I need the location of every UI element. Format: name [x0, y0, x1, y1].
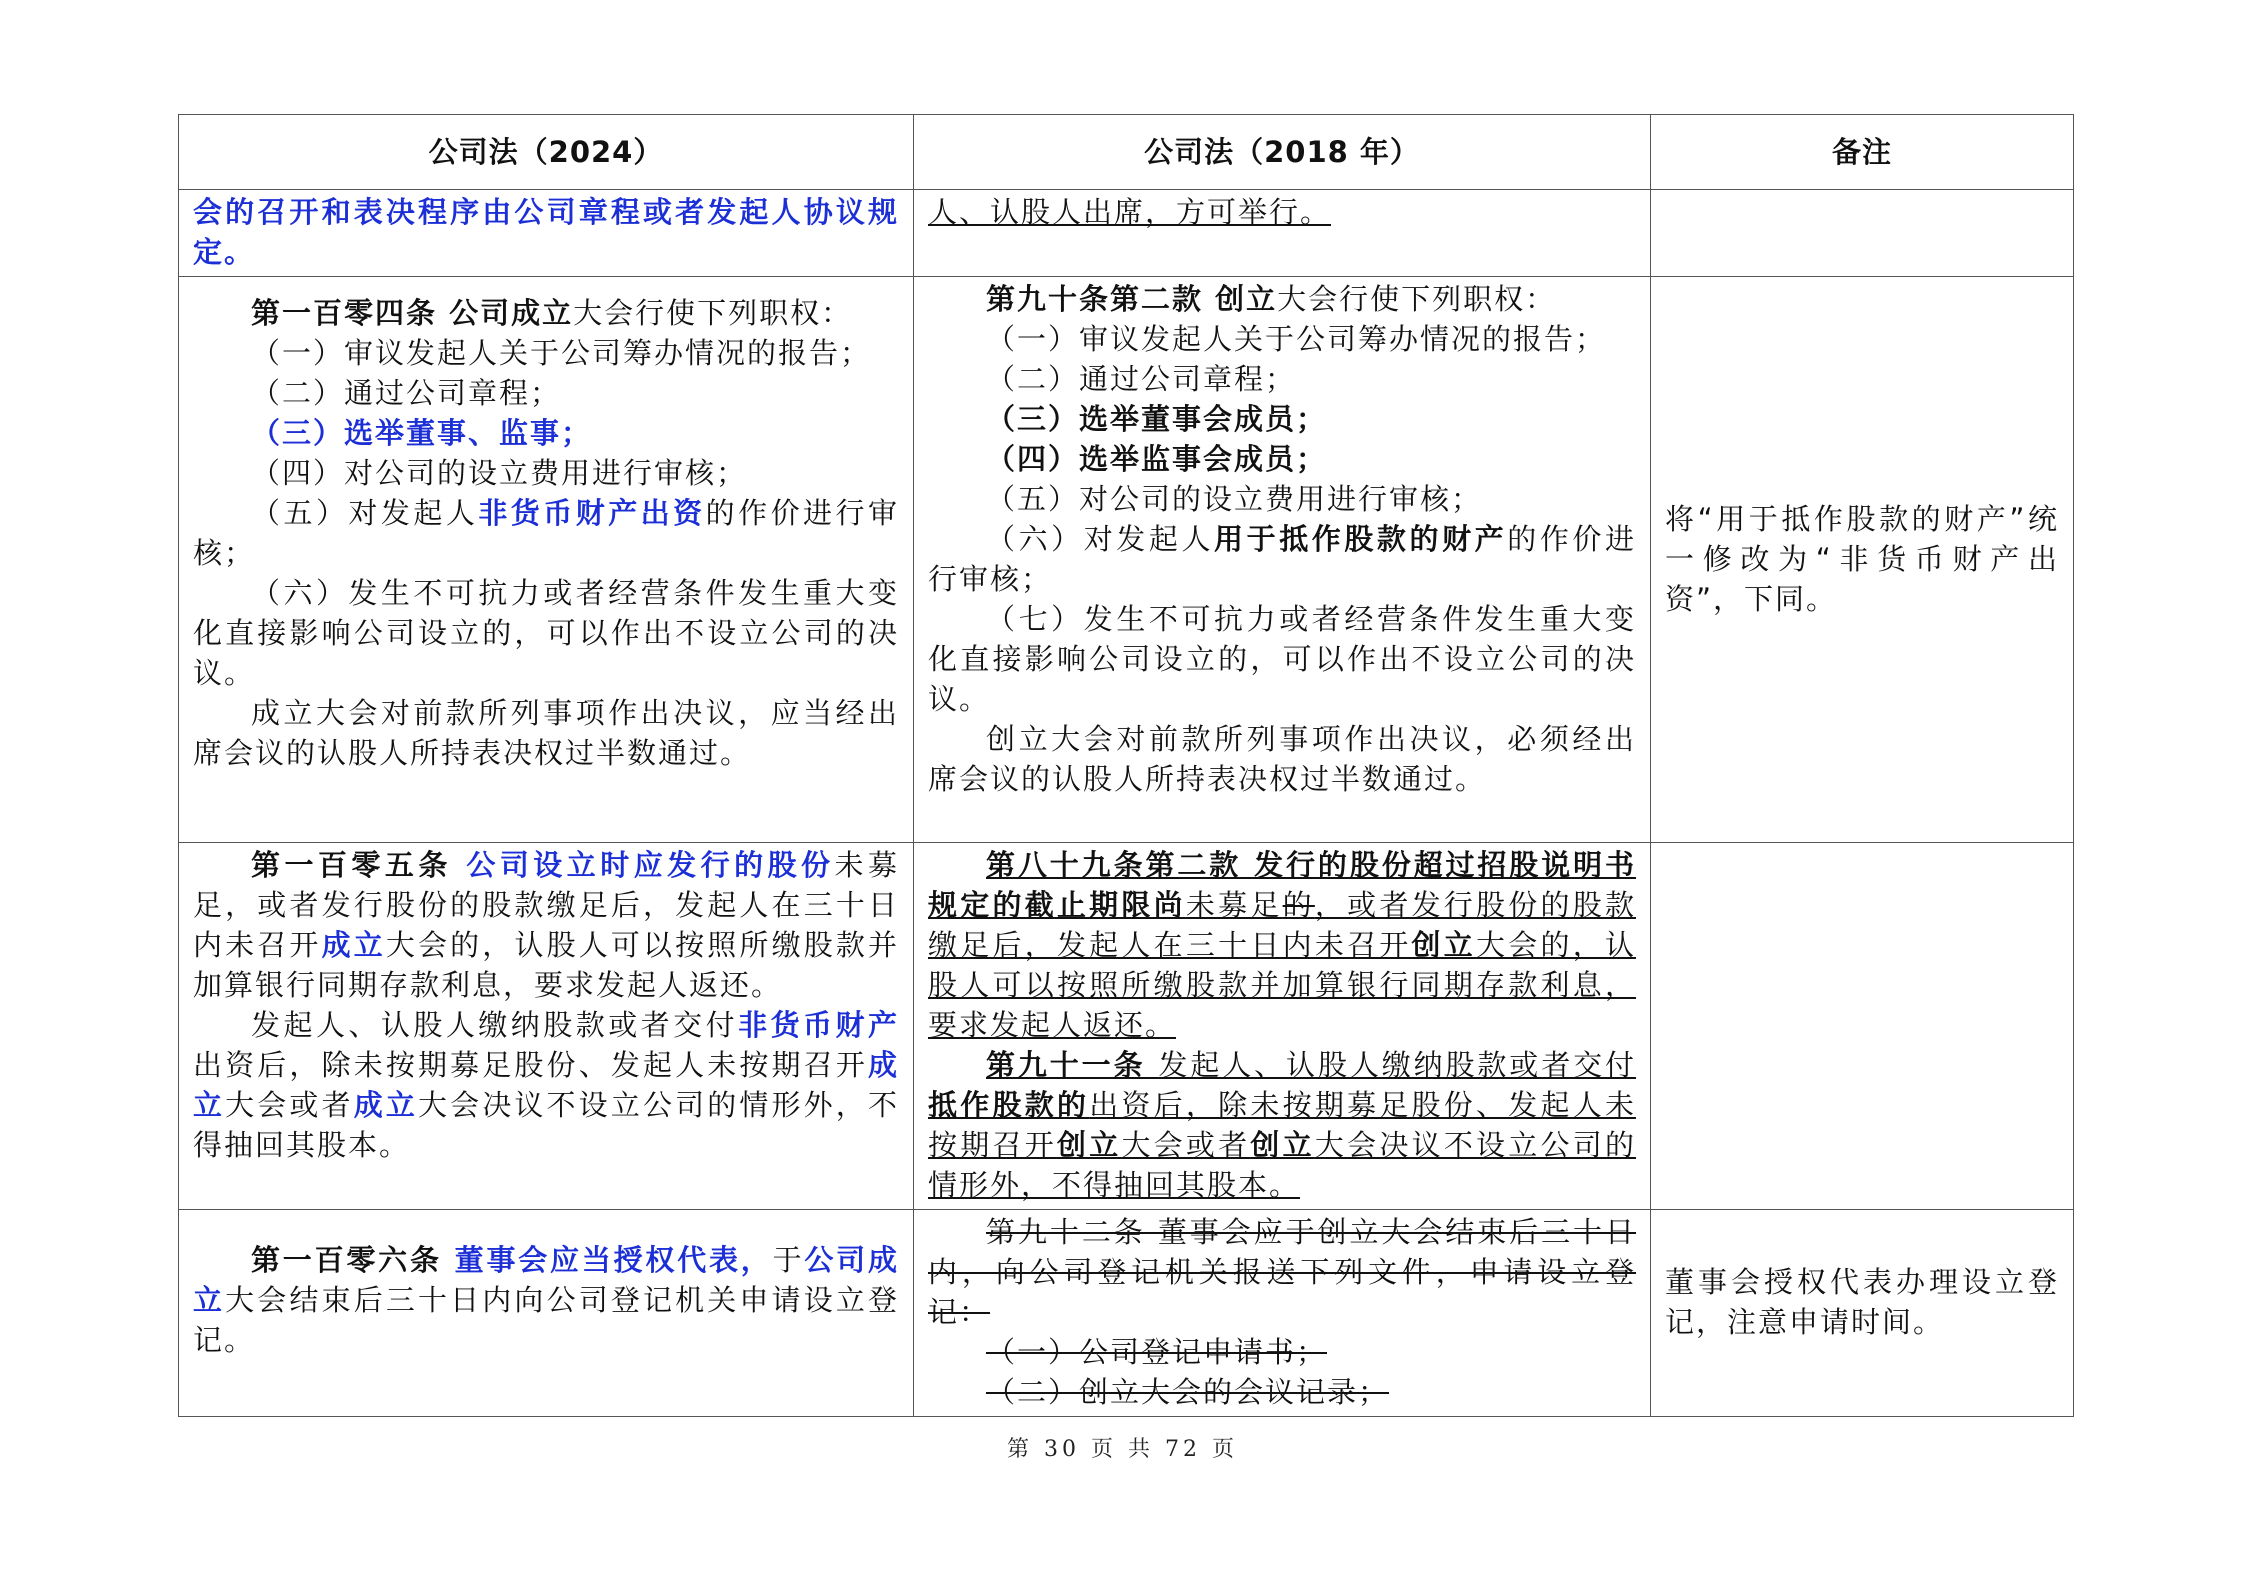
list-item: （二）通过公司章程；	[986, 362, 1297, 396]
list-item: （七）发生不可抗力或者经营条件发生重大变化直接影响公司设立的，可以作出不设立公司的决议。	[928, 602, 1636, 716]
header-note: 备注	[1651, 115, 2074, 190]
cell-2018	[914, 843, 1651, 1210]
cell-2024	[179, 1210, 914, 1417]
cell-note	[1651, 843, 2074, 1210]
article-heading: 第九十条第二款 创立大会行使下列职权：	[986, 282, 1557, 316]
list-item: （三）选举董事会成员；	[986, 402, 1328, 436]
table-row	[179, 190, 2074, 277]
page-number: 30	[1044, 1437, 1080, 1462]
cell-2018	[914, 1210, 1651, 1417]
paragraph: 第八十九条第二款 发行的股份超过招股说明书规定的截止期限尚未募足的，或者发行股份的股款缴足后，发起人在三十日内未召开创立大会的，认股人可以按照所缴股款并加算银行同期存款利息，要求发起人返还。	[928, 848, 1636, 1042]
list-item: （五）对公司的设立费用进行审核；	[986, 482, 1483, 516]
list-item: （六）对发起人用于抵作股款的财产的作价进行审核；	[928, 522, 1636, 596]
paragraph: 发起人、认股人缴纳股款或者交付非货币财产出资后，除未按期募足股份、发起人未按期召开成立大会或者成立大会决议不设立公司的情形外，不得抽回其股本。	[193, 1008, 899, 1162]
article-heading: 第一百零四条 公司成立大会行使下列职权：	[251, 296, 853, 330]
text-2018: 人、认股人出席，方可举行。	[928, 195, 1332, 229]
list-item: （四）选举监事会成员；	[986, 442, 1328, 476]
header-2024: 公司法（2024）	[179, 115, 914, 190]
cell-2024	[179, 190, 914, 277]
text-2024: 会的召开和表决程序由公司章程或者发起人协议规定。	[193, 195, 899, 269]
page-total: 72	[1165, 1437, 1201, 1462]
cell-2018	[914, 277, 1651, 843]
cell-2024	[179, 277, 914, 843]
list-item: （一）审议发起人关于公司筹办情况的报告；	[251, 336, 872, 370]
cell-note	[1651, 1210, 2074, 1417]
header-2018: 公司法（2018 年）	[914, 115, 1651, 190]
cell-note	[1651, 190, 2074, 277]
text-note: 将“用于抵作股款的财产”统一修改为“非货币财产出资”，下同。	[1665, 501, 2059, 616]
page-footer	[0, 1432, 2245, 1463]
list-item: （一）审议发起人关于公司筹办情况的报告；	[986, 322, 1607, 356]
cell-note	[1651, 277, 2074, 843]
table-row	[179, 843, 2074, 1210]
list-item: （三）选举董事、监事；	[251, 416, 593, 450]
table-row	[179, 277, 2074, 843]
footer-label: 页	[1212, 1437, 1239, 1462]
table-row	[179, 1210, 2074, 1417]
list-item: （五）对发起人非货币财产出资的作价进行审核；	[193, 496, 899, 570]
paragraph: 第一百零六条 董事会应当授权代表，于公司成立大会结束后三十日内向公司登记机关申请设立登记。	[193, 1243, 899, 1357]
paragraph: 第九十一条 发起人、认股人缴纳股款或者交付抵作股款的出资后，除未按期募足股份、发起人未按期召开创立大会或者创立大会决议不设立公司的情形外，不得抽回其股本。	[928, 1048, 1636, 1202]
paragraph: 第九十二条 董事会应于创立大会结束后三十日内，向公司登记机关报送下列文件，申请设立登记：	[928, 1215, 1636, 1329]
list-item: （六）发生不可抗力或者经营条件发生重大变化直接影响公司设立的，可以作出不设立公司的决议。	[193, 576, 899, 690]
paragraph: 创立大会对前款所列事项作出决议，必须经出席会议的认股人所持表决权过半数通过。	[928, 722, 1636, 796]
text-note: 董事会授权代表办理设立登记，注意申请时间。	[1665, 1265, 2059, 1339]
paragraph: 第一百零五条 公司设立时应发行的股份未募足，或者发行股份的股款缴足后，发起人在三十日内未召开成立大会的，认股人可以按照所缴股款并加算银行同期存款利息，要求发起人返还。	[193, 848, 899, 1002]
list-item: （一）公司登记申请书；	[986, 1335, 1328, 1369]
list-item: （二）通过公司章程；	[251, 376, 562, 410]
header-row	[179, 115, 2074, 190]
list-item: （二）创立大会的会议记录；	[986, 1375, 1390, 1409]
footer-label: 页 共	[1091, 1437, 1154, 1462]
comparison-table	[178, 114, 2074, 1417]
list-item: （四）对公司的设立费用进行审核；	[251, 456, 748, 490]
footer-label: 第	[1006, 1437, 1033, 1462]
cell-2024	[179, 843, 914, 1210]
paragraph: 成立大会对前款所列事项作出决议，应当经出席会议的认股人所持表决权过半数通过。	[193, 696, 899, 770]
cell-2018	[914, 190, 1651, 277]
